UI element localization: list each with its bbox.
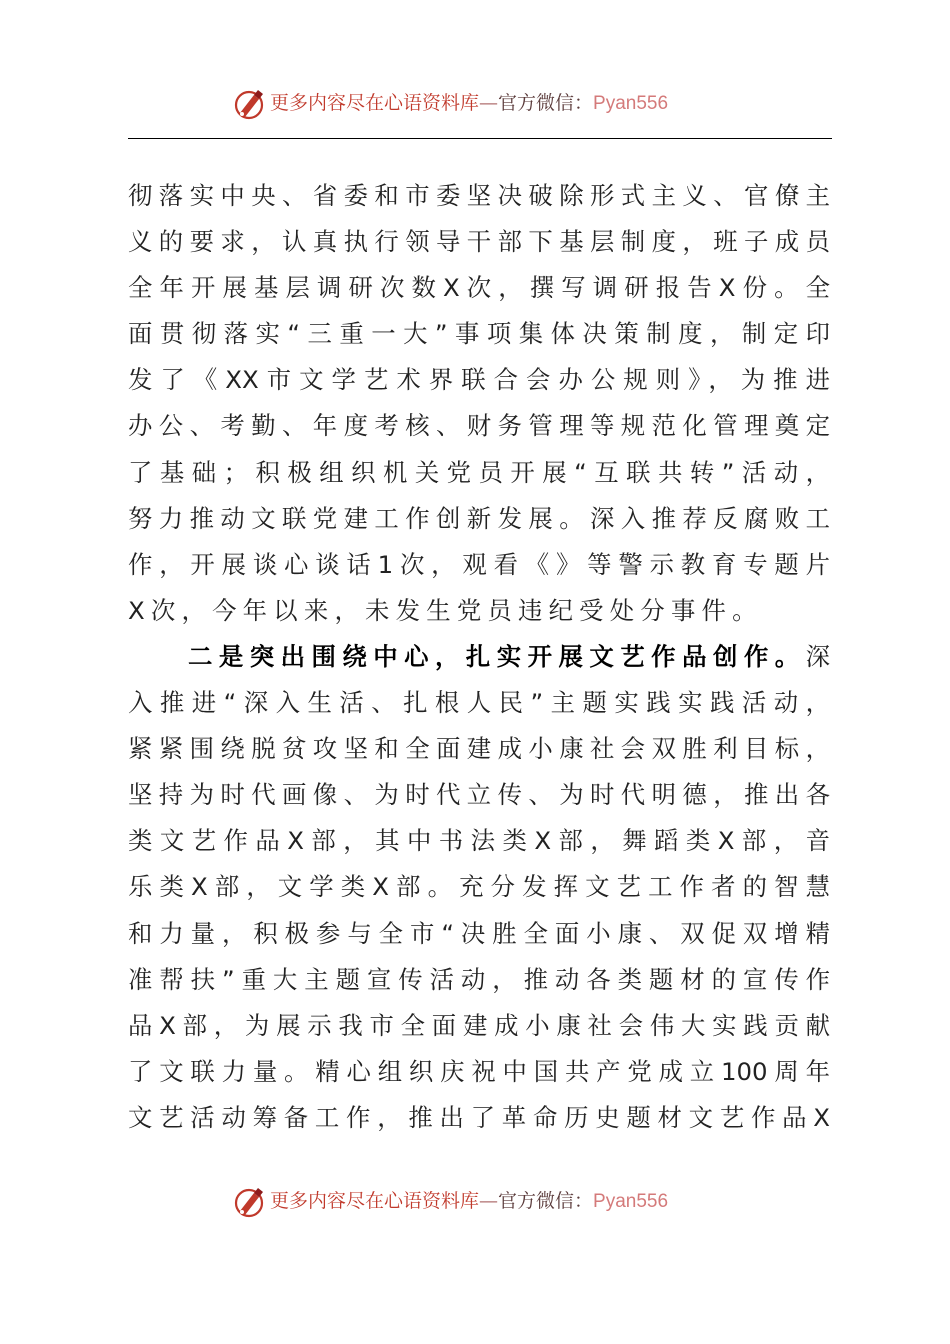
text-line: 面贯彻落实“三重一大”事项集体决策制度，制定印 xyxy=(128,319,830,349)
text-line: 坚持为时代画像、为时代立传、为时代明德，推出各 xyxy=(128,780,830,810)
text-line: 紧紧围绕脱贫攻坚和全面建成小康社会双胜利目标， xyxy=(128,734,830,764)
banner-wechat-id: Pyan556 xyxy=(593,93,669,114)
text-line: 发了《XX市文学艺术界联合会办公规则》，为推进 xyxy=(128,365,830,395)
header-banner-text xyxy=(270,89,668,117)
text-line: 品X部，为展示我市全面建成小康社会伟大实践贡献 xyxy=(128,1010,830,1040)
section-heading: 二是突出围绕中心，扎实开展文艺作品创作。 xyxy=(188,641,806,671)
header-banner xyxy=(0,83,950,123)
text-line: 了文联力量。精心组织庆祝中国共产党成立100周年 xyxy=(128,1056,830,1086)
text-line: 办公、考勤、年度考核、财务管理等规范化管理奠定 xyxy=(128,411,830,441)
text-line: 了基础；积极组织机关党员开展“互联共转”活动， xyxy=(128,457,830,487)
text-line: 全年开展基层调研次数X次，撰写调研报告X份。全 xyxy=(128,273,830,303)
text-line: 义的要求，认真执行领导干部下基层制度，班子成员 xyxy=(128,227,830,257)
footer-banner xyxy=(0,1181,950,1221)
banner-wechat-label: 官方微信： xyxy=(498,92,594,114)
document-body xyxy=(128,177,830,1145)
banner-separator: — xyxy=(479,1190,499,1212)
text-line: 和力量，积极参与全市“决胜全面小康、双促双增精 xyxy=(128,918,830,948)
banner-main-text: 更多内容尽在心语资料库 xyxy=(270,1190,480,1212)
text-line: 准帮扶”重大主题宣传活动，推动各类题材的宣传作 xyxy=(128,964,830,994)
text-line: X次，今年以来，未发生党员违纪受处分事件。 xyxy=(128,595,763,625)
text-line: 文艺活动筹备工作，推出了革命历史题材文艺作品X xyxy=(128,1102,830,1132)
banner-main-text: 更多内容尽在心语资料库 xyxy=(270,92,480,114)
banner-wechat-label: 官方微信： xyxy=(498,1190,594,1212)
pen-logo-icon xyxy=(232,1185,266,1219)
text-line: 乐类X部，文学类X部。充分发挥文艺工作者的智慧 xyxy=(128,872,830,902)
text-line: 作，开展谈心谈话1次，观看《》等警示教育专题片 xyxy=(128,549,830,579)
text-line: 类文艺作品X部，其中书法类X部，舞蹈类X部，音 xyxy=(128,826,830,856)
banner-wechat-id: Pyan556 xyxy=(593,1191,669,1212)
banner-separator: — xyxy=(479,92,499,114)
pen-logo-icon xyxy=(232,87,266,121)
heading-line-rest: 深 xyxy=(805,641,830,671)
footer-banner-text xyxy=(270,1187,668,1215)
text-line: 努力推动文联党建工作创新发展。深入推荐反腐败工 xyxy=(128,503,830,533)
text-line: 入推进“深入生活、扎根人民”主题实践实践活动， xyxy=(128,688,830,718)
text-line: 彻落实中央、省委和市委坚决破除形式主义、官僚主 xyxy=(128,181,830,210)
header-divider xyxy=(128,138,832,139)
section-heading-line xyxy=(128,638,830,684)
